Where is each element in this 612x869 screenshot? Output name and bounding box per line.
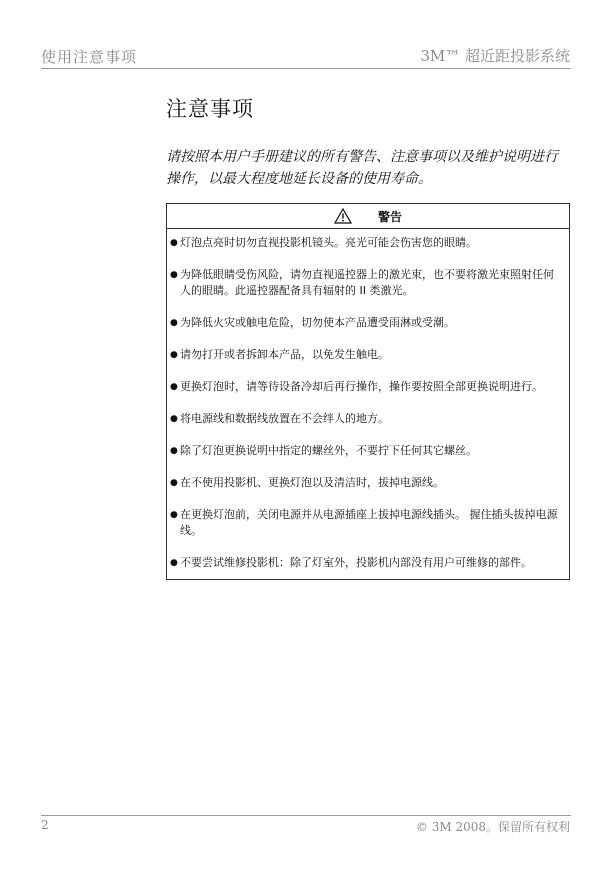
warning-item-text: 请勿打开或者拆卸本产品，以免发生触电。 <box>180 348 389 361</box>
bullet-icon: ● <box>170 478 178 488</box>
list-item <box>170 475 561 491</box>
warning-item-text: 在不使用投影机、更换灯泡以及清洁时，拔掉电源线。 <box>180 476 444 489</box>
bullet-icon: ● <box>170 446 178 456</box>
warning-header <box>167 204 569 229</box>
list-item <box>170 315 561 331</box>
warning-item-text: 将电源线和数据线放置在不会绊人的地方。 <box>180 412 389 425</box>
header-product-name: 3M™ 超近距投影系统 <box>420 47 570 65</box>
warning-item-text: 除了灯泡更换说明中指定的螺丝外，不要拧下任何其它螺丝。 <box>180 444 477 457</box>
bullet-icon: ● <box>170 270 178 280</box>
warning-item-text: 在更换灯泡前，关闭电源并从电源插座上拔掉电源线插头。 握住插头拔掉电源线。 <box>180 508 558 537</box>
footer-divider <box>41 815 571 816</box>
copyright-notice: © 3M 2008。保留所有权利 <box>415 820 570 834</box>
warning-heading: 警告 <box>377 209 402 224</box>
warning-item-text: 为降低火灾或触电危险，切勿使本产品遭受雨淋或受潮。 <box>180 316 455 329</box>
warning-item-text: 不要尝试维修投影机：除了灯室外，投影机内部没有用户可维修的部件。 <box>180 556 532 569</box>
bullet-icon: ● <box>170 382 178 392</box>
list-item <box>170 235 561 251</box>
page-title: 注意事项 <box>166 97 254 121</box>
bullet-icon: ● <box>170 558 178 568</box>
page-number: 2 <box>41 818 49 832</box>
bullet-icon: ● <box>170 350 178 360</box>
list-item <box>170 267 561 299</box>
warning-triangle-icon <box>334 208 352 224</box>
bullet-icon: ● <box>170 510 178 520</box>
header-section-title: 使用注意事项 <box>41 48 138 66</box>
bullet-icon: ● <box>170 318 178 328</box>
warning-box <box>166 203 570 580</box>
bullet-icon: ● <box>170 414 178 424</box>
list-item <box>170 507 561 539</box>
list-item <box>170 411 561 427</box>
list-item <box>170 443 561 459</box>
header-divider <box>41 68 571 69</box>
list-item <box>170 347 561 363</box>
list-item <box>170 379 561 395</box>
warning-item-text: 更换灯泡时，请等待设备冷却后再行操作，操作要按照全部更换说明进行。 <box>180 380 543 393</box>
warning-item-text: 为降低眼睛受伤风险，请勿直视遥控器上的激光束，也不要将激光束照射任何人的眼睛。此遥控器配备具有辐射的 II 类激光。 <box>180 268 554 297</box>
list-item <box>170 555 561 571</box>
intro-paragraph: 请按照本用户手册建议的所有警告、注意事项以及维护说明进行操作，以最大程度地延长设备的使用寿命。 <box>166 149 558 187</box>
warning-item-text: 灯泡点亮时切勿直视投影机镜头。亮光可能会伤害您的眼睛。 <box>180 236 477 249</box>
bullet-icon: ● <box>170 238 178 248</box>
warning-list <box>167 229 569 579</box>
